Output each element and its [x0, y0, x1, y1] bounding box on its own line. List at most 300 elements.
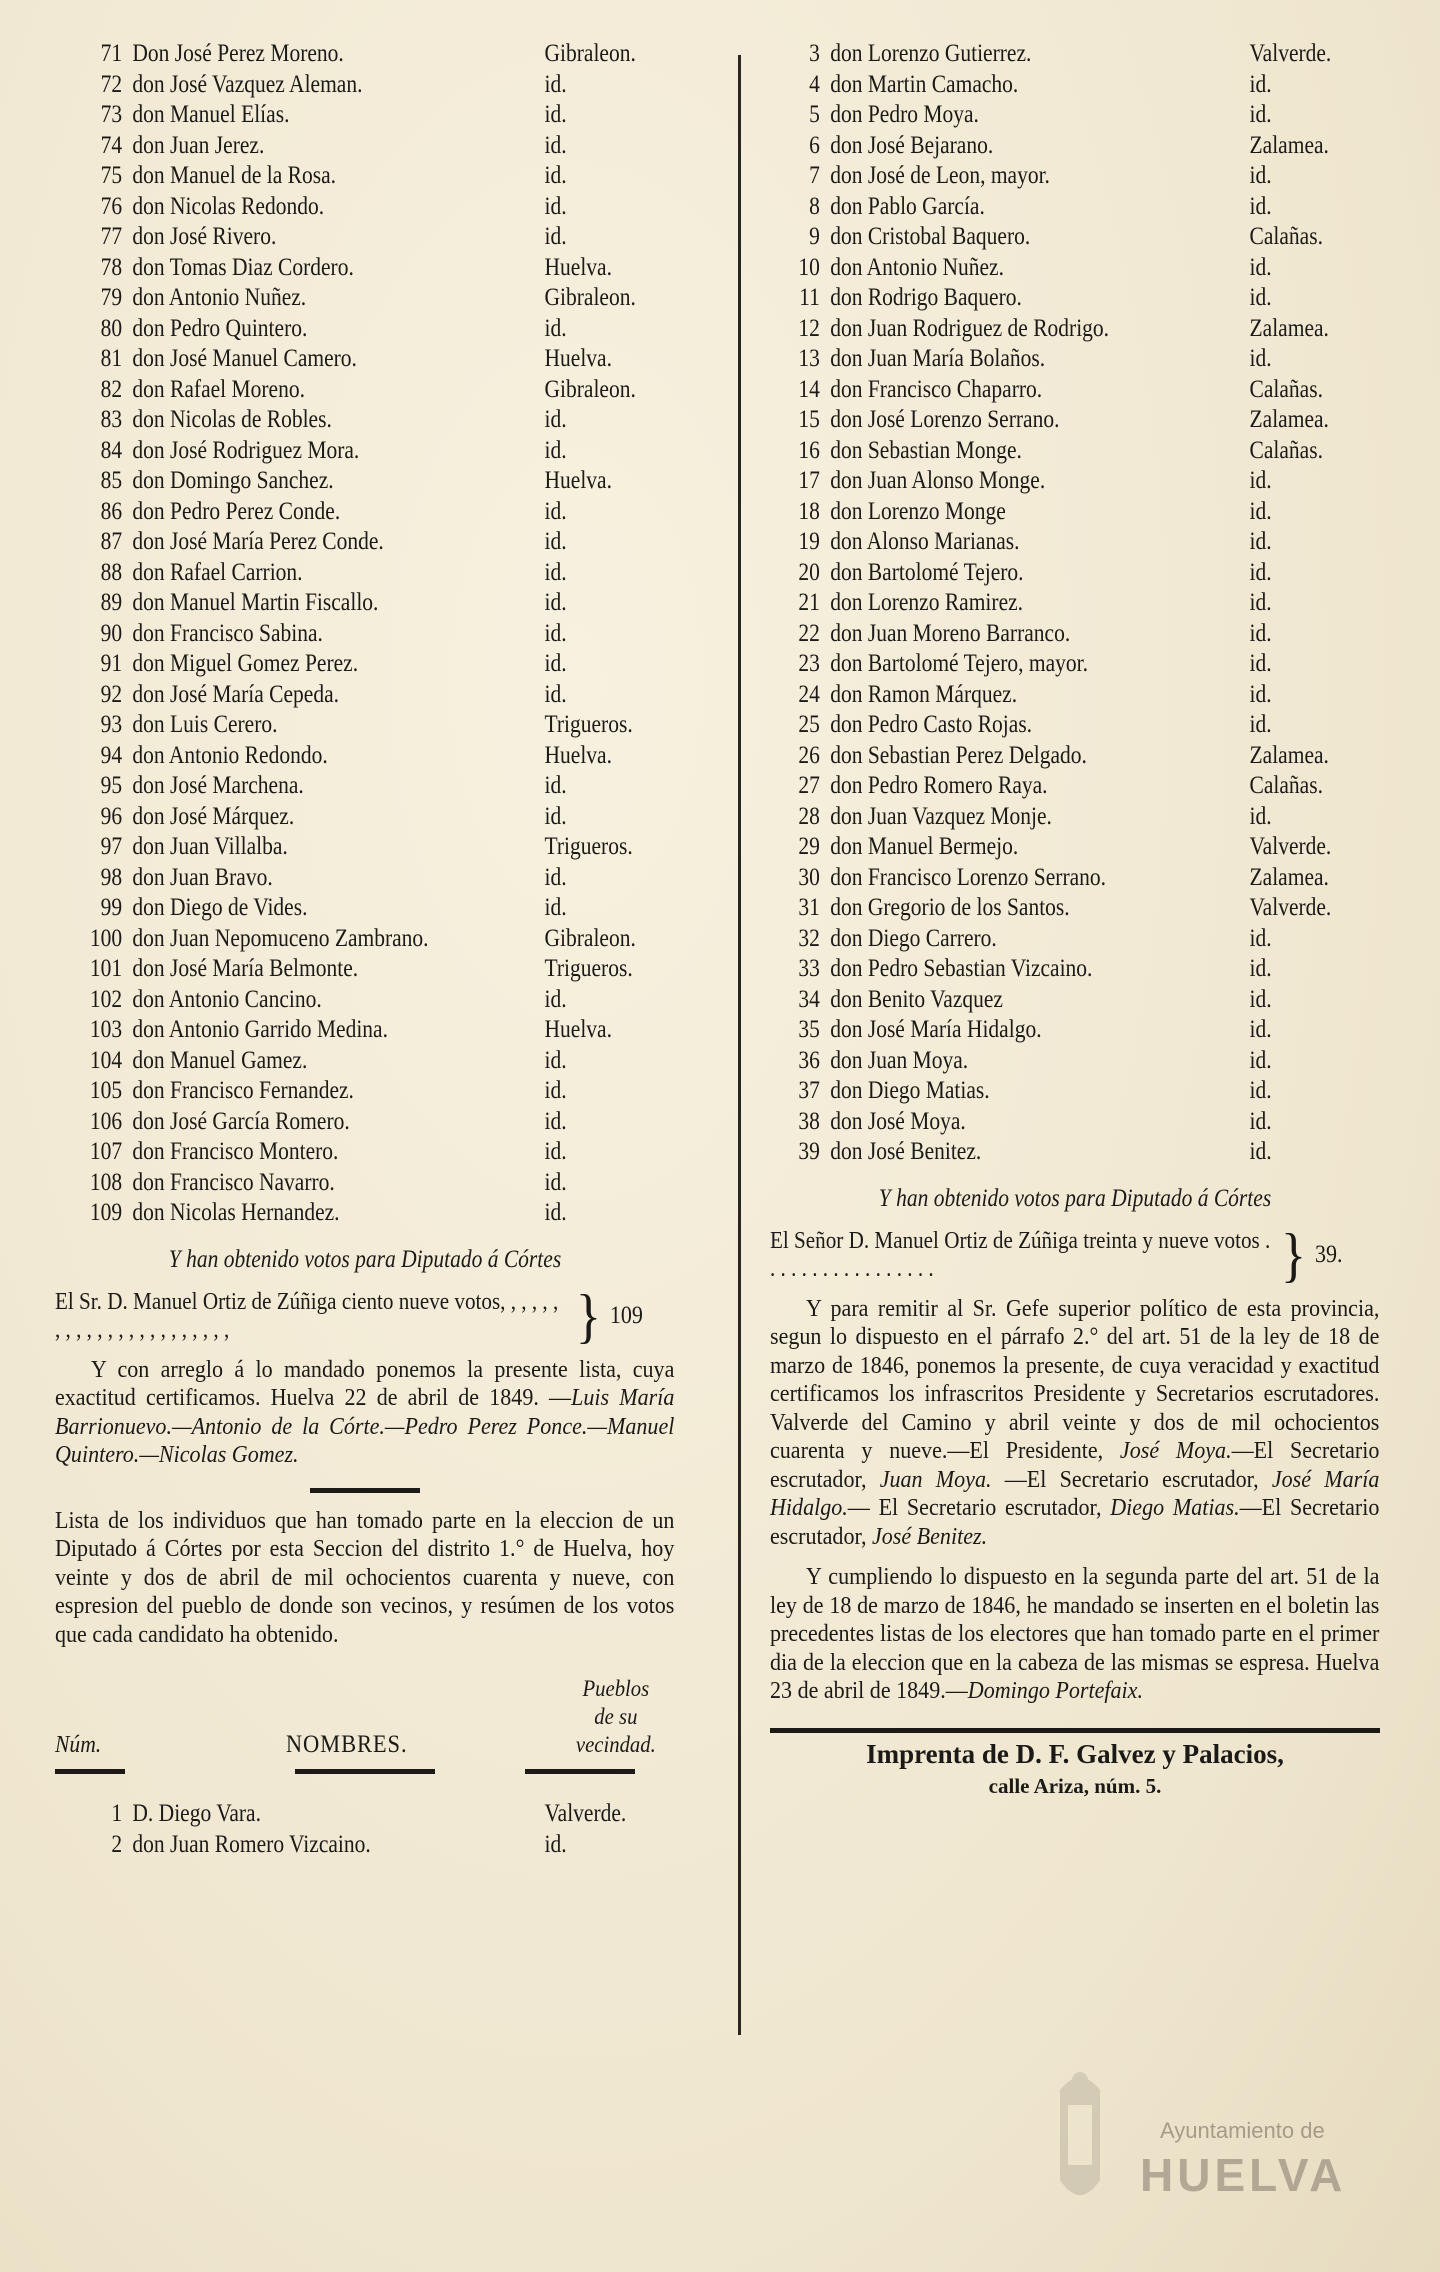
entry-number: 81 — [100, 345, 123, 372]
right-votes-heading: Y han obtenido votos para Diputado á Córtes — [878, 1184, 1272, 1212]
elector-name: don José Rodriguez Mora. — [132, 436, 360, 464]
elector-name: don Diego de Vides. — [132, 894, 308, 921]
elector-town: id. — [1249, 558, 1272, 586]
elector-town: id. — [1249, 680, 1272, 708]
watermark-line-2: HUELVA — [1140, 2149, 1347, 2201]
list-item — [55, 1800, 674, 1831]
list-item — [55, 223, 674, 254]
elector-town: id. — [544, 1168, 567, 1196]
elector-town: id. — [1249, 589, 1272, 616]
table-header-rules — [55, 1769, 675, 1774]
elector-town: Gibraleon. — [544, 284, 636, 311]
list-item — [770, 894, 1379, 925]
list-item — [55, 1831, 674, 1862]
entry-number: 33 — [798, 955, 820, 982]
elector-town: Calañas. — [1249, 375, 1323, 403]
elector-name: don Manuel Martin Fiscallo. — [132, 589, 379, 616]
imprenta-rule — [770, 1728, 1380, 1733]
elector-name: don Manuel de la Rosa. — [132, 162, 337, 189]
list-item — [55, 315, 674, 346]
elector-town: Calañas. — [1249, 436, 1323, 464]
elector-town: id. — [544, 436, 567, 464]
entry-number: 3 — [809, 40, 820, 67]
elector-name: don Rafael Moreno. — [132, 375, 305, 403]
list-item — [770, 620, 1379, 651]
elector-town: Huelva. — [544, 345, 612, 372]
entry-number: 74 — [100, 131, 123, 159]
list-item — [770, 803, 1379, 834]
entry-number: 77 — [100, 223, 123, 250]
elector-name: don Antonio Nuñez. — [132, 284, 307, 311]
list-item — [770, 71, 1379, 102]
entry-number: 91 — [100, 650, 123, 677]
watermark-line-1: Ayuntamiento de — [1160, 2118, 1325, 2143]
elector-name: don Juan Moreno Barranco. — [830, 619, 1071, 647]
elector-town: Valverde. — [1249, 894, 1332, 921]
entry-number: 15 — [798, 406, 820, 433]
entry-number: 96 — [100, 802, 123, 830]
elector-town: Zalamea. — [1249, 863, 1329, 891]
list-item — [770, 589, 1379, 620]
elector-name: don José de Leon, mayor. — [830, 162, 1050, 189]
elector-town: id. — [544, 863, 567, 891]
elector-town: id. — [544, 619, 567, 647]
list-item — [55, 833, 674, 864]
entry-number: 18 — [798, 497, 820, 525]
elector-town: id. — [1249, 192, 1272, 220]
elector-town: id. — [1249, 802, 1272, 830]
list-item — [55, 528, 674, 559]
entry-number: 95 — [100, 772, 123, 799]
elector-name: don Alonso Marianas. — [830, 528, 1020, 555]
list-item — [55, 1199, 674, 1230]
entry-number: 5 — [809, 101, 820, 128]
elector-name: don Francisco Sabina. — [132, 619, 323, 647]
list-item — [55, 711, 674, 742]
list-item — [770, 315, 1379, 346]
list-item — [770, 650, 1379, 681]
entry-number: 104 — [89, 1046, 123, 1074]
elector-name: don Juan Jerez. — [132, 131, 265, 159]
list-item — [55, 132, 674, 163]
elector-name: don Cristobal Baquero. — [830, 223, 1031, 250]
entry-number: 100 — [89, 924, 123, 952]
entry-number: 89 — [100, 589, 123, 616]
entry-number: 13 — [798, 345, 820, 372]
list-item — [55, 162, 674, 193]
list-item — [55, 498, 674, 529]
elector-town: Calañas. — [1249, 223, 1323, 250]
elector-town: id. — [1249, 162, 1272, 189]
brace-icon: } — [1280, 1221, 1307, 1288]
entry-number: 71 — [100, 40, 123, 67]
list-item — [770, 742, 1379, 773]
elector-town: id. — [544, 70, 567, 98]
list-item — [55, 101, 674, 132]
elector-town: id. — [1249, 985, 1272, 1013]
elector-name: don José Moya. — [830, 1107, 966, 1135]
entry-number: 84 — [100, 436, 123, 464]
elector-town: id. — [544, 1138, 567, 1165]
elector-name: don Antonio Nuñez. — [830, 253, 1004, 281]
list-item — [55, 40, 674, 71]
entry-number: 1 — [111, 1800, 123, 1827]
entry-number: 17 — [798, 467, 820, 494]
list-item — [55, 803, 674, 834]
elector-name: don Pedro Quintero. — [132, 314, 308, 342]
entry-number: 22 — [798, 619, 820, 647]
elector-town: id. — [1249, 528, 1272, 555]
left-vote-total: 109 — [609, 1301, 643, 1329]
elector-town: id. — [544, 772, 567, 799]
left-column — [55, 40, 675, 1861]
header-num: Núm. — [55, 1732, 102, 1758]
entry-number: 36 — [798, 1046, 820, 1074]
left-certification-paragraph — [55, 1356, 674, 1470]
elector-town: id. — [544, 1077, 567, 1104]
entry-number: 6 — [809, 131, 820, 159]
list-item — [55, 681, 674, 712]
list-item — [55, 1108, 674, 1139]
elector-town: Valverde. — [1249, 833, 1332, 860]
elector-name: don Sebastian Perez Delgado. — [830, 741, 1087, 769]
elector-name: don Juan Moya. — [830, 1046, 969, 1074]
elector-name: don José Vazquez Aleman. — [132, 70, 363, 98]
right-vote-total: 39. — [1314, 1240, 1343, 1268]
entry-number: 12 — [798, 314, 820, 342]
elector-town: id. — [1249, 1077, 1272, 1104]
elector-town: Trigueros. — [544, 711, 633, 738]
list-item — [770, 437, 1379, 468]
list-item — [770, 955, 1379, 986]
elector-town: Zalamea. — [1249, 741, 1329, 769]
list-item — [770, 345, 1379, 376]
elector-name: don José Márquez. — [132, 802, 295, 830]
entry-number: 99 — [100, 894, 123, 921]
list-item — [55, 1138, 674, 1169]
elector-name: don Nicolas Hernandez. — [132, 1199, 340, 1226]
elector-name: don Pedro Moya. — [830, 101, 979, 128]
left-vote-text: El Sr. D. Manuel Ortiz de Zúñiga ciento nueve votos, , , , , , , , , , , , , , , , , , , , , , , — [55, 1288, 559, 1343]
list-item — [55, 559, 674, 590]
elector-name: don Lorenzo Ramirez. — [830, 589, 1024, 616]
entry-number: 88 — [100, 558, 123, 586]
elector-name: don Lorenzo Monge — [830, 497, 1006, 525]
elector-name: don Domingo Sanchez. — [132, 467, 334, 494]
entry-number: 108 — [89, 1168, 123, 1196]
list-item — [770, 223, 1379, 254]
elector-town: id. — [1249, 345, 1272, 372]
entry-number: 92 — [100, 680, 123, 708]
entry-number: 73 — [100, 101, 123, 128]
list-item — [55, 1016, 674, 1047]
list-item — [770, 772, 1379, 803]
elector-town: Huelva. — [544, 253, 612, 281]
elector-name: don Diego Carrero. — [830, 924, 997, 952]
elector-town: id. — [544, 497, 567, 525]
list-item — [55, 986, 674, 1017]
list-item — [770, 559, 1379, 590]
elector-name: don Francisco Fernandez. — [132, 1077, 354, 1104]
elector-name: don Francisco Chaparro. — [830, 375, 1043, 403]
left-elector-list — [55, 40, 675, 1230]
entry-number: 35 — [798, 1016, 820, 1043]
elector-town: id. — [544, 223, 567, 250]
elector-name: don Juan Bravo. — [132, 863, 273, 891]
entry-number: 93 — [100, 711, 123, 738]
list-item — [55, 589, 674, 620]
elector-town: id. — [544, 314, 567, 342]
elector-name: don Martin Camacho. — [830, 70, 1019, 98]
elector-name: don Lorenzo Gutierrez. — [830, 40, 1032, 67]
entry-number: 27 — [798, 772, 820, 799]
entry-number: 31 — [798, 894, 820, 921]
list-item — [770, 193, 1379, 224]
list-item — [55, 376, 674, 407]
brace-icon: } — [575, 1282, 602, 1349]
elector-town: id. — [1249, 284, 1272, 311]
entry-number: 26 — [798, 741, 820, 769]
list-item — [55, 894, 674, 925]
elector-name: don José María Belmonte. — [132, 955, 359, 982]
list-item — [55, 650, 674, 681]
elector-name: don José García Romero. — [132, 1107, 350, 1135]
list-item — [55, 345, 674, 376]
entry-number: 97 — [100, 833, 123, 860]
list-item — [55, 925, 674, 956]
elector-name: don José Benitez. — [830, 1138, 982, 1165]
elector-name: don Miguel Gomez Perez. — [132, 650, 359, 677]
elector-name: don Antonio Redondo. — [132, 741, 328, 769]
right-closing-paragraph: Y cumpliendo lo dispuesto en la segunda parte del art. 51 de la ley de 18 de marzo de 1846, he mandado se inserten en el boletin las precedentes listas de los electores que han tomado parte en el primer dia de la eleccion que en la cabeza de las mismas se espresa. Huelva 23 de abril de 1849.—Domingo Portefaix. — [770, 1563, 1380, 1704]
elector-town: id. — [1249, 497, 1272, 525]
entry-number: 4 — [809, 70, 820, 98]
elector-name: don José Marchena. — [132, 772, 304, 799]
elector-town: id. — [544, 802, 567, 830]
elector-town: id. — [544, 894, 567, 921]
entry-number: 10 — [798, 253, 820, 281]
elector-town: id. — [544, 985, 567, 1013]
list-item — [55, 406, 674, 437]
entry-number: 28 — [798, 802, 820, 830]
entry-number: 8 — [809, 192, 820, 220]
list-item — [770, 1108, 1379, 1139]
elector-town: id. — [1249, 1046, 1272, 1074]
elector-town: id. — [1249, 924, 1272, 952]
elector-name: don Juan Romero Vizcaino. — [132, 1830, 371, 1858]
right-vote-summary — [770, 1221, 1377, 1288]
elector-name: don Manuel Elías. — [132, 101, 290, 128]
elector-name: don José Bejarano. — [830, 131, 994, 159]
entry-number: 23 — [798, 650, 820, 677]
elector-name: D. Diego Vara. — [132, 1800, 261, 1827]
entry-number: 11 — [799, 284, 820, 311]
elector-town: id. — [1249, 70, 1272, 98]
entry-number: 105 — [89, 1077, 123, 1104]
elector-town: id. — [544, 680, 567, 708]
elector-town: id. — [544, 558, 567, 586]
list-item — [770, 833, 1379, 864]
elector-name: don Diego Matias. — [830, 1077, 990, 1104]
list-item — [55, 955, 674, 986]
left-vote-summary — [55, 1282, 672, 1349]
list-item — [770, 528, 1379, 559]
list-item — [55, 864, 674, 895]
elector-town: id. — [1249, 253, 1272, 281]
list-item — [770, 467, 1379, 498]
list-item — [770, 864, 1379, 895]
elector-town: id. — [1249, 1016, 1272, 1043]
elector-name: don José María Cepeda. — [132, 680, 339, 708]
elector-name: don Nicolas Redondo. — [132, 192, 325, 220]
elector-name: don Rafael Carrion. — [132, 558, 303, 586]
elector-town: Zalamea. — [1249, 406, 1329, 433]
entry-number: 90 — [100, 619, 123, 647]
header-names: NOMBRES. — [285, 1731, 408, 1758]
list-item — [55, 254, 674, 285]
section-rule — [310, 1488, 420, 1493]
list-item — [770, 1047, 1379, 1078]
list-item — [770, 40, 1379, 71]
list-item — [770, 925, 1379, 956]
list-item — [770, 162, 1379, 193]
list-item — [770, 681, 1379, 712]
elector-town: Zalamea. — [1249, 314, 1329, 342]
table-header — [55, 1675, 674, 1759]
elector-town: id. — [1249, 650, 1272, 677]
elector-town: Gibraleon. — [544, 40, 636, 67]
elector-name: don José María Perez Conde. — [132, 528, 384, 555]
entry-number: 9 — [809, 223, 820, 250]
entry-number: 79 — [100, 284, 123, 311]
entry-number: 30 — [798, 863, 820, 891]
elector-name: don José Manuel Camero. — [132, 345, 357, 372]
list-item — [770, 254, 1379, 285]
list-item — [55, 1047, 674, 1078]
elector-town: id. — [1249, 467, 1272, 494]
elector-town: Valverde. — [1249, 40, 1332, 67]
list-item — [55, 71, 674, 102]
entry-number: 101 — [89, 955, 123, 982]
list-item — [55, 467, 674, 498]
entry-number: 38 — [798, 1107, 820, 1135]
elector-town: Calañas. — [1249, 772, 1323, 799]
elector-town: id. — [544, 1199, 567, 1226]
elector-town: id. — [544, 528, 567, 555]
elector-name: don Tomas Diaz Cordero. — [132, 253, 354, 281]
left-votes-heading: Y han obtenido votos para Diputado á Córtes — [168, 1245, 562, 1273]
list-item — [770, 406, 1379, 437]
entry-number: 7 — [809, 162, 820, 189]
list-item — [55, 620, 674, 651]
elector-name: don Pedro Romero Raya. — [830, 772, 1048, 799]
entry-number: 109 — [89, 1199, 123, 1226]
elector-name: don Juan María Bolaños. — [830, 345, 1046, 372]
elector-town: Zalamea. — [1249, 131, 1329, 159]
list-item — [55, 1169, 674, 1200]
entry-number: 19 — [798, 528, 820, 555]
elector-name: don José María Hidalgo. — [830, 1016, 1042, 1043]
printer-address: calle Ariza, núm. 5. — [988, 1773, 1162, 1798]
list-item — [55, 284, 674, 315]
entry-number: 29 — [798, 833, 820, 860]
elector-name: don José Lorenzo Serrano. — [830, 406, 1060, 433]
list-item — [55, 772, 674, 803]
elector-name: don Bartolomé Tejero, mayor. — [830, 650, 1089, 677]
entry-number: 103 — [89, 1016, 123, 1043]
elector-town: id. — [1249, 619, 1272, 647]
elector-name: don Benito Vazquez — [830, 985, 1003, 1013]
right-vote-text: El Señor D. Manuel Ortiz de Zúñiga treinta y nueve votos . . . . . . . . . . . . . . . . . — [770, 1227, 1271, 1282]
elector-name: Don José Perez Moreno. — [132, 40, 344, 67]
entry-number: 85 — [100, 467, 123, 494]
elector-town: id. — [544, 650, 567, 677]
left-cert-signatures: Luis María Barrionuevo.—Antonio de la Córte.—Pedro Perez Ponce.—Manuel Quintero.—Nicolas Gomez. — [55, 1384, 675, 1468]
list-item — [770, 1077, 1379, 1108]
entry-number: 107 — [89, 1138, 123, 1165]
entry-number: 37 — [798, 1077, 820, 1104]
entry-number: 34 — [798, 985, 820, 1013]
elector-name: don Rodrigo Baquero. — [830, 284, 1022, 311]
list-item — [770, 711, 1379, 742]
entry-number: 21 — [798, 589, 820, 616]
right-remit-paragraph: Y para remitir al Sr. Gefe superior político de esta provincia, segun lo dispuesto en el párrafo 2.° del art. 51 de la ley de 18 de marzo de 1846, ponemos la presente, de cuya veracidad y exactitud certificamos los infrascritos Presidente y Secretarios escrutadores. Valverde del Camino y abril veinte y dos de mil ochocientos cuarenta y nueve.—El Presidente, José Moya.—El Secretario escrutador, Juan Moya. —El Secretario escrutador, José María Hidalgo.— El Secretario escrutador, Diego Matias.—El Secretario escrutador, José Benitez. — [770, 1294, 1380, 1550]
elector-town: id. — [544, 406, 567, 433]
elector-name: don Francisco Navarro. — [132, 1168, 335, 1196]
list-item — [770, 1138, 1379, 1169]
list-item — [770, 284, 1379, 315]
entry-number: 106 — [89, 1107, 123, 1135]
elector-name: don Juan Vazquez Monje. — [830, 802, 1052, 830]
entry-number: 25 — [798, 711, 820, 738]
list-item — [770, 132, 1379, 163]
elector-name: don Pedro Casto Rojas. — [830, 711, 1033, 738]
entry-number: 16 — [798, 436, 820, 464]
elector-name: don Pedro Sebastian Vizcaino. — [830, 955, 1093, 982]
elector-town: id. — [1249, 711, 1272, 738]
elector-town: id. — [544, 162, 567, 189]
entry-number: 2 — [111, 1830, 123, 1858]
elector-name: don Juan Villalba. — [132, 833, 288, 860]
entry-number: 76 — [100, 192, 123, 220]
elector-town: Huelva. — [544, 467, 612, 494]
elector-town: Gibraleon. — [544, 924, 636, 952]
right-column — [770, 40, 1380, 1799]
elector-name: don Sebastian Monge. — [830, 436, 1022, 464]
elector-name: don Manuel Gamez. — [132, 1046, 308, 1074]
printer-name: Imprenta de D. F. Galvez y Palacios, — [866, 1738, 1284, 1769]
entry-number: 87 — [100, 528, 123, 555]
list-item — [770, 101, 1379, 132]
list-item — [770, 498, 1379, 529]
elector-name: don Ramon Márquez. — [830, 680, 1018, 708]
entry-number: 102 — [89, 985, 123, 1013]
list-intro-paragraph: Lista de los individuos que han tomado parte en la eleccion de un Diputado á Córtes por esta Seccion del distrito 1.° de Huelva, hoy veinte y dos de abril de mil ochocientos cuarenta y nueve, con espresion del pueblo de donde son vecinos, y resúmen de los votos que cada candidato ha obtenido. — [55, 1506, 675, 1648]
elector-name: don Luis Cerero. — [132, 711, 278, 738]
elector-town: id. — [1249, 1138, 1272, 1165]
elector-name: don Juan Nepomuceno Zambrano. — [132, 924, 429, 952]
elector-town: Trigueros. — [544, 955, 633, 982]
elector-name: don Nicolas de Robles. — [132, 406, 332, 433]
elector-name: don Francisco Montero. — [132, 1138, 339, 1165]
elector-town: Gibraleon. — [544, 375, 636, 403]
entry-number: 24 — [798, 680, 820, 708]
elector-town: id. — [1249, 101, 1272, 128]
elector-town: id. — [544, 589, 567, 616]
elector-town: Huelva. — [544, 741, 612, 769]
elector-name: don Juan Rodriguez de Rodrigo. — [830, 314, 1110, 342]
entry-number: 14 — [798, 375, 820, 403]
